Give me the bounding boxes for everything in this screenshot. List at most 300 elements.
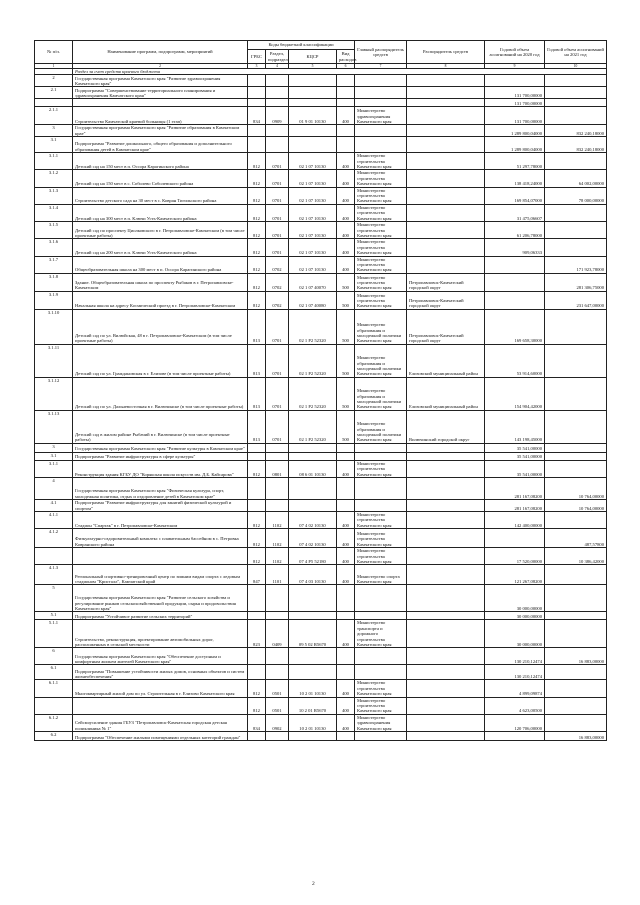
row-name: Детский сад по проспекту Циолковского в г. Петропавловске-Камчатском (в том числе проектные работы) bbox=[73, 222, 248, 239]
row-ksr: 07 4 02 10130 bbox=[289, 529, 337, 548]
row-name: Подпрограмма "Развитие инфраструктуры в сфере культуры" bbox=[73, 452, 248, 460]
row-grbs bbox=[248, 75, 266, 87]
table-row bbox=[35, 309, 607, 344]
row-grbs bbox=[248, 125, 266, 137]
row-recipient bbox=[407, 477, 485, 499]
row-recipient bbox=[407, 170, 485, 187]
row-vol2020: 909,06333 bbox=[485, 239, 545, 256]
table-row bbox=[35, 187, 607, 204]
row-razdel bbox=[266, 499, 289, 511]
row-vid bbox=[337, 452, 355, 460]
row-grbs bbox=[248, 585, 266, 612]
row-number bbox=[35, 697, 73, 714]
row-vol2020: 154 904,42000 bbox=[485, 377, 545, 410]
table-row bbox=[35, 87, 607, 99]
row-main-recipient: Министерство строительства Камчатского края bbox=[355, 460, 407, 477]
row-razdel: 1102 bbox=[266, 548, 289, 565]
row-vol2020: 61 206,78000 bbox=[485, 222, 545, 239]
row-razdel: 0909 bbox=[266, 107, 289, 125]
row-grbs: 812 bbox=[248, 548, 266, 565]
column-index: 1 bbox=[35, 64, 73, 69]
row-name: Многоквартирный жилой дом по ул. Строительная в г. Елизово Камчатского края bbox=[73, 680, 248, 697]
row-main-recipient: Министерство строительства Камчатского края bbox=[355, 256, 407, 273]
row-vid bbox=[337, 732, 355, 741]
row-grbs: 812 bbox=[248, 187, 266, 204]
row-vol2021 bbox=[545, 612, 607, 620]
row-vol2021 bbox=[545, 75, 607, 87]
row-razdel: 0701 bbox=[266, 153, 289, 170]
row-vol2020: 131 700,00000 bbox=[485, 87, 545, 99]
row-grbs: 812 bbox=[248, 511, 266, 528]
row-main-recipient: Министерство строительства Камчатского края bbox=[355, 529, 407, 548]
row-vol2021: 10 386,42000 bbox=[545, 548, 607, 565]
row-number: 3.1.2 bbox=[35, 170, 73, 187]
row-ksr bbox=[289, 125, 337, 137]
row-name: Общеобразовательная школа на 300 мест в п. Оссора Карагинского района bbox=[73, 256, 248, 273]
row-ksr: 02 1 07 10130 bbox=[289, 256, 337, 273]
row-main-recipient: Министерство строительства Камчатского края bbox=[355, 239, 407, 256]
row-vol2020: 169 658,30000 bbox=[485, 309, 545, 344]
row-ksr: 02 1 P2 52320 bbox=[289, 344, 337, 377]
row-recipient bbox=[407, 187, 485, 204]
row-vol2021: 832 240,18000 bbox=[545, 137, 607, 153]
table-row bbox=[35, 620, 607, 648]
row-vol2021 bbox=[545, 697, 607, 714]
row-number: 3.1.1 bbox=[35, 153, 73, 170]
row-razdel bbox=[266, 585, 289, 612]
row-main-recipient bbox=[355, 732, 407, 741]
row-vol2021 bbox=[545, 204, 607, 221]
row-recipient bbox=[407, 239, 485, 256]
row-vid bbox=[337, 87, 355, 99]
row-main-recipient bbox=[355, 585, 407, 612]
header-ksr: КЦСР bbox=[289, 50, 337, 64]
row-main-recipient: Министерство строительства Камчатского края bbox=[355, 291, 407, 309]
row-ksr: 07 4 02 10130 bbox=[289, 511, 337, 528]
row-recipient bbox=[407, 732, 485, 741]
row-vid: 400 bbox=[337, 714, 355, 731]
column-index: 7 bbox=[355, 64, 407, 69]
row-razdel: 0701 bbox=[266, 344, 289, 377]
section-title: Раздел за счет средств краевого бюджета bbox=[73, 69, 607, 75]
row-vid bbox=[337, 612, 355, 620]
row-razdel: 0702 bbox=[266, 256, 289, 273]
table-row bbox=[35, 344, 607, 377]
row-number: 3.1.13 bbox=[35, 410, 73, 443]
column-index: 10 bbox=[545, 64, 607, 69]
row-razdel: 0701 bbox=[266, 410, 289, 443]
row-razdel bbox=[266, 732, 289, 741]
table-row bbox=[35, 75, 607, 87]
row-vid: 400 bbox=[337, 153, 355, 170]
row-razdel bbox=[266, 665, 289, 680]
row-vid: 400 bbox=[337, 620, 355, 648]
row-main-recipient bbox=[355, 665, 407, 680]
row-number: 3.1 bbox=[35, 137, 73, 153]
row-name: Государственная программа Камчатского края "Развитие сельского хозяйства и регулирование рынков сельскохозяйственной продукции, сырья и продовольствия Камчатского края" bbox=[73, 585, 248, 612]
row-ksr: 09 5 02 R5670 bbox=[289, 620, 337, 648]
row-vid bbox=[337, 665, 355, 680]
row-vol2021 bbox=[545, 410, 607, 443]
row-name: Подпрограмма "Развитие дошкольного, общего образования и дополнительного образования детей в Камчатском крае" bbox=[73, 137, 248, 153]
row-recipient bbox=[407, 107, 485, 125]
row-vid: 400 bbox=[337, 680, 355, 697]
row-vid bbox=[337, 499, 355, 511]
row-vol2021: 231 647,00000 bbox=[545, 291, 607, 309]
row-recipient bbox=[407, 680, 485, 697]
row-vid: 400 bbox=[337, 460, 355, 477]
row-name: Начальная школа на адресу Космический проезд в г. Петропавловске-Камчатском bbox=[73, 291, 248, 309]
page-number: 2 bbox=[312, 881, 315, 887]
table-row bbox=[35, 665, 607, 680]
table-row bbox=[35, 239, 607, 256]
row-razdel bbox=[266, 137, 289, 153]
row-name: Подпрограмма "Обеспечение жилыми помещениями отдельных категорий граждан" bbox=[73, 732, 248, 741]
row-ksr: 02 1 P2 52320 bbox=[289, 410, 337, 443]
row-name: Государственная программа Камчатского края "Развитие культуры в Камчатском крае" bbox=[73, 443, 248, 452]
row-ksr bbox=[289, 452, 337, 460]
row-main-recipient bbox=[355, 75, 407, 87]
row-grbs bbox=[248, 137, 266, 153]
row-recipient bbox=[407, 620, 485, 648]
row-vol2020: 281 167,08200 bbox=[485, 499, 545, 511]
row-number: 3.1.4 bbox=[35, 204, 73, 221]
row-vol2020: 121 267,08200 bbox=[485, 565, 545, 585]
row-number: 6.1.1 bbox=[35, 680, 73, 697]
row-number: 3.1.6 bbox=[35, 239, 73, 256]
row-grbs: 834 bbox=[248, 714, 266, 731]
row-ksr: 10 2 01 10130 bbox=[289, 680, 337, 697]
row-main-recipient: Министерство образования и молодежной политики Камчатского края bbox=[355, 344, 407, 377]
row-grbs: 812 bbox=[248, 273, 266, 291]
row-vol2021: 487,57800 bbox=[545, 529, 607, 548]
row-recipient bbox=[407, 153, 485, 170]
row-grbs bbox=[248, 452, 266, 460]
row-main-recipient: Министерство строительства Камчатского края bbox=[355, 153, 407, 170]
row-vol2021: 281 306,75000 bbox=[545, 273, 607, 291]
row-vid: 500 bbox=[337, 309, 355, 344]
table-row bbox=[35, 256, 607, 273]
row-grbs: 847 bbox=[248, 565, 266, 585]
row-ksr bbox=[289, 585, 337, 612]
row-ksr: 02 1 07 10130 bbox=[289, 170, 337, 187]
row-razdel: 0701 bbox=[266, 377, 289, 410]
row-recipient bbox=[407, 75, 485, 87]
table-row bbox=[35, 648, 607, 665]
row-number: 6.2 bbox=[35, 732, 73, 741]
row-grbs: 813 bbox=[248, 410, 266, 443]
row-ksr: 10 2 01 10130 bbox=[289, 714, 337, 731]
row-name: Здание. Общеобразовательная школа по проспекту Рыбаков в г. Петропавловске-Камчатском bbox=[73, 273, 248, 291]
row-name: Детский сад по ул. Вилюйская, 48 в г. Петропавловске-Камчатском (в том числе проектные работы) bbox=[73, 309, 248, 344]
row-name: Физкультурно-оздоровительный комплекс с плавательным бассейном в с. Петровка Ковранского района bbox=[73, 529, 248, 548]
table-row bbox=[35, 680, 607, 697]
header-grbs: ГРБС bbox=[248, 50, 266, 64]
row-name: Государственная программа Камчатского края "Физическая культура, спорт, молодежная политика, отдых и оздоровление детей в Камчатском крае" bbox=[73, 477, 248, 499]
row-vol2021: 78 000,00000 bbox=[545, 187, 607, 204]
investment-program-table bbox=[34, 40, 607, 741]
row-ksr bbox=[289, 499, 337, 511]
row-vid: 400 bbox=[337, 256, 355, 273]
row-main-recipient bbox=[355, 499, 407, 511]
row-recipient bbox=[407, 648, 485, 665]
row-vol2021: 10 764,00000 bbox=[545, 499, 607, 511]
row-recipient bbox=[407, 697, 485, 714]
row-main-recipient: Министерство строительства Камчатского края bbox=[355, 204, 407, 221]
row-razdel: 0701 bbox=[266, 309, 289, 344]
row-number: 4 bbox=[35, 477, 73, 499]
row-vid: 400 bbox=[337, 187, 355, 204]
row-ksr bbox=[289, 87, 337, 99]
row-grbs: 812 bbox=[248, 170, 266, 187]
row-recipient bbox=[407, 714, 485, 731]
row-vid: 400 bbox=[337, 529, 355, 548]
row-ksr bbox=[289, 477, 337, 499]
row-razdel bbox=[266, 99, 289, 107]
row-main-recipient: Министерство строительства Камчатского края bbox=[355, 548, 407, 565]
row-vol2020: 130 210,12474 bbox=[485, 665, 545, 680]
row-number: 5 bbox=[35, 585, 73, 612]
table-row bbox=[35, 585, 607, 612]
row-vid: 500 bbox=[337, 344, 355, 377]
row-grbs: 812 bbox=[248, 256, 266, 273]
row-grbs bbox=[248, 732, 266, 741]
row-main-recipient bbox=[355, 99, 407, 107]
row-recipient bbox=[407, 99, 485, 107]
row-razdel: 0701 bbox=[266, 170, 289, 187]
row-vol2020 bbox=[485, 75, 545, 87]
row-main-recipient bbox=[355, 443, 407, 452]
row-recipient: Елизовский муниципальный район bbox=[407, 344, 485, 377]
row-number: 2.1.1 bbox=[35, 107, 73, 125]
header-codes-group: Коды бюджетной классификации bbox=[248, 41, 355, 50]
row-vol2020: 169 854,07000 bbox=[485, 187, 545, 204]
row-name: Детский сад на 150 мест в п. Оссора Карагинского района bbox=[73, 153, 248, 170]
row-grbs: 812 bbox=[248, 697, 266, 714]
row-main-recipient: Министерство спорта Камчатского края bbox=[355, 565, 407, 585]
row-name: Строительство детского сада на 30 мест в с. Ковран Тигильского района bbox=[73, 187, 248, 204]
table-row bbox=[35, 443, 607, 452]
table-row bbox=[35, 204, 607, 221]
table-row bbox=[35, 477, 607, 499]
row-grbs: 812 bbox=[248, 153, 266, 170]
row-razdel: 0902 bbox=[266, 714, 289, 731]
header-name: Наименование программ, подпрограмм, мероприятий bbox=[73, 41, 248, 64]
row-name: Подпрограмма "Устойчивое развитие сельских территорий" bbox=[73, 612, 248, 620]
row-vol2020: 4 623,00500 bbox=[485, 697, 545, 714]
row-name: Подпрограмма "Развитие инфраструктуры для занятий физической культурой и спортом" bbox=[73, 499, 248, 511]
column-index: 2 bbox=[73, 64, 248, 69]
row-main-recipient bbox=[355, 648, 407, 665]
table-row bbox=[35, 529, 607, 548]
row-recipient: Петропавловск-Камчатский городской округ bbox=[407, 273, 485, 291]
row-razdel: 0501 bbox=[266, 697, 289, 714]
row-vol2021 bbox=[545, 585, 607, 612]
row-recipient bbox=[407, 585, 485, 612]
header-num: № п/п. bbox=[35, 41, 73, 64]
table-row bbox=[35, 612, 607, 620]
row-recipient: Елизовский муниципальный район bbox=[407, 377, 485, 410]
row-razdel: 0702 bbox=[266, 273, 289, 291]
table-row bbox=[35, 170, 607, 187]
row-number: 4.1 bbox=[35, 499, 73, 511]
row-name: Детский сад на 150 мест в с. Соболево Соболевского района bbox=[73, 170, 248, 187]
row-grbs: 834 bbox=[248, 107, 266, 125]
row-vid bbox=[337, 477, 355, 499]
row-name: Подпрограмма "Совершенствование территориального планирования и здравоохранения Камчатского края" bbox=[73, 87, 248, 99]
row-recipient bbox=[407, 511, 485, 528]
row-grbs: 813 bbox=[248, 309, 266, 344]
row-number: 3.1.11 bbox=[35, 344, 73, 377]
row-recipient: Вилючинский городской округ bbox=[407, 410, 485, 443]
row-vid: 500 bbox=[337, 377, 355, 410]
table-row bbox=[35, 452, 607, 460]
row-ksr bbox=[289, 612, 337, 620]
row-grbs: 812 bbox=[248, 529, 266, 548]
row-vol2020: 131 700,00000 bbox=[485, 107, 545, 125]
row-ksr bbox=[289, 443, 337, 452]
row-razdel bbox=[266, 125, 289, 137]
row-number bbox=[35, 99, 73, 107]
row-name: Реконструкция здания КГБУ ДО "Корякская школа искусств им. Д.Б. Кайсарова" bbox=[73, 460, 248, 477]
row-vid: 400 bbox=[337, 548, 355, 565]
row-number: 6.1.2 bbox=[35, 714, 73, 731]
table-row bbox=[35, 222, 607, 239]
row-vol2020 bbox=[485, 273, 545, 291]
row-name: Строительство Камчатской краевой больницы (1 этап) bbox=[73, 107, 248, 125]
row-number: 3 bbox=[35, 125, 73, 137]
row-grbs: 812 bbox=[248, 460, 266, 477]
row-grbs: 813 bbox=[248, 344, 266, 377]
row-recipient bbox=[407, 452, 485, 460]
row-vol2021 bbox=[545, 511, 607, 528]
row-vol2021 bbox=[545, 239, 607, 256]
column-index: 9 bbox=[485, 64, 545, 69]
row-grbs bbox=[248, 499, 266, 511]
row-number: 3.1.7 bbox=[35, 256, 73, 273]
row-razdel: 1102 bbox=[266, 529, 289, 548]
row-razdel: 0409 bbox=[266, 620, 289, 648]
row-vol2020: 51 297,78000 bbox=[485, 153, 545, 170]
table-row bbox=[35, 548, 607, 565]
row-ksr: 07 4 03 10130 bbox=[289, 565, 337, 585]
row-number: 4.1.3 bbox=[35, 565, 73, 585]
row-recipient bbox=[407, 204, 485, 221]
row-grbs: 823 bbox=[248, 620, 266, 648]
row-vol2021: 832 240,18000 bbox=[545, 125, 607, 137]
row-name: Строительство, реконструкция, проектирование автомобильных дорог, расположенных в сельской местности bbox=[73, 620, 248, 648]
row-razdel bbox=[266, 452, 289, 460]
row-recipient: Петропавловск-Камчатский городской округ bbox=[407, 309, 485, 344]
row-ksr bbox=[289, 648, 337, 665]
row-recipient bbox=[407, 443, 485, 452]
row-vol2020: 143 198,45000 bbox=[485, 410, 545, 443]
row-number: 3.1.1 bbox=[35, 460, 73, 477]
row-ksr: 10 2 01 R5670 bbox=[289, 697, 337, 714]
row-main-recipient: Министерство строительства Камчатского края bbox=[355, 680, 407, 697]
row-vol2020: 1 289 800,04000 bbox=[485, 125, 545, 137]
table-row bbox=[35, 125, 607, 137]
row-vid: 400 bbox=[337, 107, 355, 125]
row-vol2021: 16 883,00000 bbox=[545, 732, 607, 741]
row-recipient bbox=[407, 460, 485, 477]
row-ksr: 02 1 P2 52320 bbox=[289, 309, 337, 344]
row-name: Детский сад на 200 мест в п. Ключи Усть-Камчатского района bbox=[73, 239, 248, 256]
row-grbs: 812 bbox=[248, 239, 266, 256]
row-vol2020: 17 520,00000 bbox=[485, 548, 545, 565]
row-vid bbox=[337, 443, 355, 452]
column-index: 4 bbox=[266, 64, 289, 69]
row-main-recipient bbox=[355, 137, 407, 153]
row-vol2020: 4 899,09874 bbox=[485, 680, 545, 697]
row-number bbox=[35, 548, 73, 565]
header-razdel: Раздел, подраздел bbox=[266, 50, 289, 64]
row-main-recipient bbox=[355, 87, 407, 99]
row-recipient bbox=[407, 499, 485, 511]
row-razdel: 0501 bbox=[266, 680, 289, 697]
row-ksr: 02 1 07 40080 bbox=[289, 291, 337, 309]
row-razdel: 0801 bbox=[266, 460, 289, 477]
row-vol2020: 31 475,06607 bbox=[485, 204, 545, 221]
row-razdel bbox=[266, 612, 289, 620]
row-vol2021 bbox=[545, 680, 607, 697]
document-page bbox=[34, 40, 606, 741]
table-row bbox=[35, 273, 607, 291]
row-recipient bbox=[407, 529, 485, 548]
row-vol2020: 53 914,60000 bbox=[485, 344, 545, 377]
row-main-recipient: Министерство строительства Камчатского края bbox=[355, 222, 407, 239]
row-recipient bbox=[407, 222, 485, 239]
table-row bbox=[35, 511, 607, 528]
row-vol2021: 16 883,00000 bbox=[545, 648, 607, 665]
row-main-recipient: Министерство строительства Камчатского края bbox=[355, 511, 407, 528]
row-vid bbox=[337, 648, 355, 665]
row-grbs bbox=[248, 87, 266, 99]
table-row bbox=[35, 291, 607, 309]
row-vid: 400 bbox=[337, 239, 355, 256]
row-name: Подпрограмма "Повышение устойчивости жилых домов, основных объектов и систем жизнеобеспечения" bbox=[73, 665, 248, 680]
row-grbs: 813 bbox=[248, 377, 266, 410]
row-recipient bbox=[407, 256, 485, 273]
row-recipient bbox=[407, 125, 485, 137]
row-main-recipient: Министерство строительства Камчатского края bbox=[355, 697, 407, 714]
table-row bbox=[35, 732, 607, 741]
row-razdel: 1102 bbox=[266, 511, 289, 528]
row-razdel: 1101 bbox=[266, 565, 289, 585]
row-vol2020: 130 210,12474 bbox=[485, 648, 545, 665]
header-vol2021: Годовой объем ассигнований на 2021 год bbox=[545, 41, 607, 64]
row-vol2021 bbox=[545, 714, 607, 731]
row-number: 4.1.1 bbox=[35, 511, 73, 528]
row-main-recipient bbox=[355, 452, 407, 460]
row-recipient: Петропавловск-Камчатский городской округ bbox=[407, 291, 485, 309]
row-recipient bbox=[407, 137, 485, 153]
row-recipient bbox=[407, 548, 485, 565]
row-vol2021 bbox=[545, 565, 607, 585]
row-vol2021: 171 923,78000 bbox=[545, 256, 607, 273]
column-index: 5 bbox=[289, 64, 337, 69]
row-vid bbox=[337, 137, 355, 153]
row-name bbox=[73, 548, 248, 565]
row-vol2020: 142 400,00000 bbox=[485, 511, 545, 528]
row-razdel bbox=[266, 648, 289, 665]
row-vol2020: 35 541,00000 bbox=[485, 452, 545, 460]
row-grbs: 812 bbox=[248, 204, 266, 221]
row-vid: 500 bbox=[337, 291, 355, 309]
row-main-recipient: Министерство строительства Камчатского края bbox=[355, 187, 407, 204]
row-vol2020: 35 541,00000 bbox=[485, 460, 545, 477]
row-vol2020 bbox=[485, 291, 545, 309]
